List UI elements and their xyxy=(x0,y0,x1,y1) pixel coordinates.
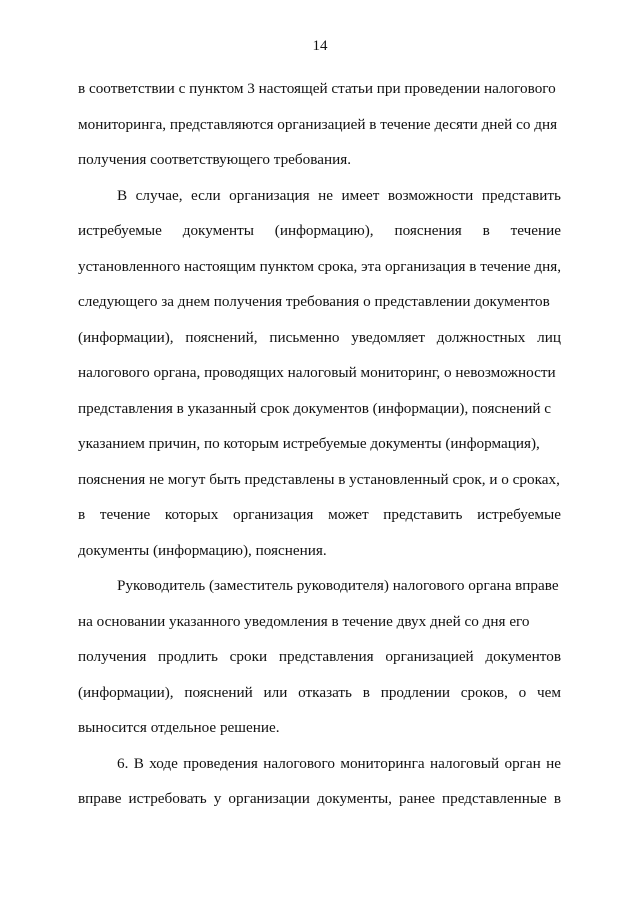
text-line: Руководитель (заместитель руководителя) налогового органа вправе xyxy=(117,577,559,594)
text-line: выносится отдельное решение. xyxy=(78,719,280,736)
page-number: 14 xyxy=(312,38,328,54)
text-line: мониторинга, представляются организацией в течение десяти дней со дня xyxy=(78,116,558,133)
text-line: пояснения не могут быть представлены в установленный срок, и о сроках, xyxy=(78,471,560,488)
text-line: в течение которых организация может представить истребуемые xyxy=(78,506,561,523)
text-line: установленного настоящим пунктом срока, эта организация в течение дня, xyxy=(78,258,562,275)
text-line: 6. В ходе проведения налогового мониторинга налоговый орган не xyxy=(117,755,561,772)
text-line: истребуемые документы (информацию), пояснения в течение xyxy=(78,222,561,239)
text-line: (информации), пояснений, письменно уведомляет должностных лиц xyxy=(78,329,561,346)
text-line: документы (информацию), пояснения. xyxy=(78,542,327,559)
text-line: (информации), пояснений или отказать в продлении сроков, о чем xyxy=(78,684,561,701)
text-line: на основании указанного уведомления в течение двух дней со дня его xyxy=(78,613,530,630)
text-line: представления в указанный срок документов (информации), пояснений с xyxy=(78,400,551,417)
text-line: указанием причин, по которым истребуемые документы (информация), xyxy=(78,435,540,452)
text-line: получения соответствующего требования. xyxy=(78,151,351,168)
text-line: вправе истребовать у организации документы, ранее представленные в xyxy=(78,790,561,807)
text-line: в соответствии с пунктом 3 настоящей статьи при проведении налогового xyxy=(78,80,556,97)
text-line: налогового органа, проводящих налоговый мониторинг, о невозможности xyxy=(78,364,556,381)
text-line: получения продлить сроки представления организацией документов xyxy=(78,648,561,665)
text-line: В случае, если организация не имеет возможности представить xyxy=(117,187,561,204)
text-line: следующего за днем получения требования о представлении документов xyxy=(78,293,550,310)
